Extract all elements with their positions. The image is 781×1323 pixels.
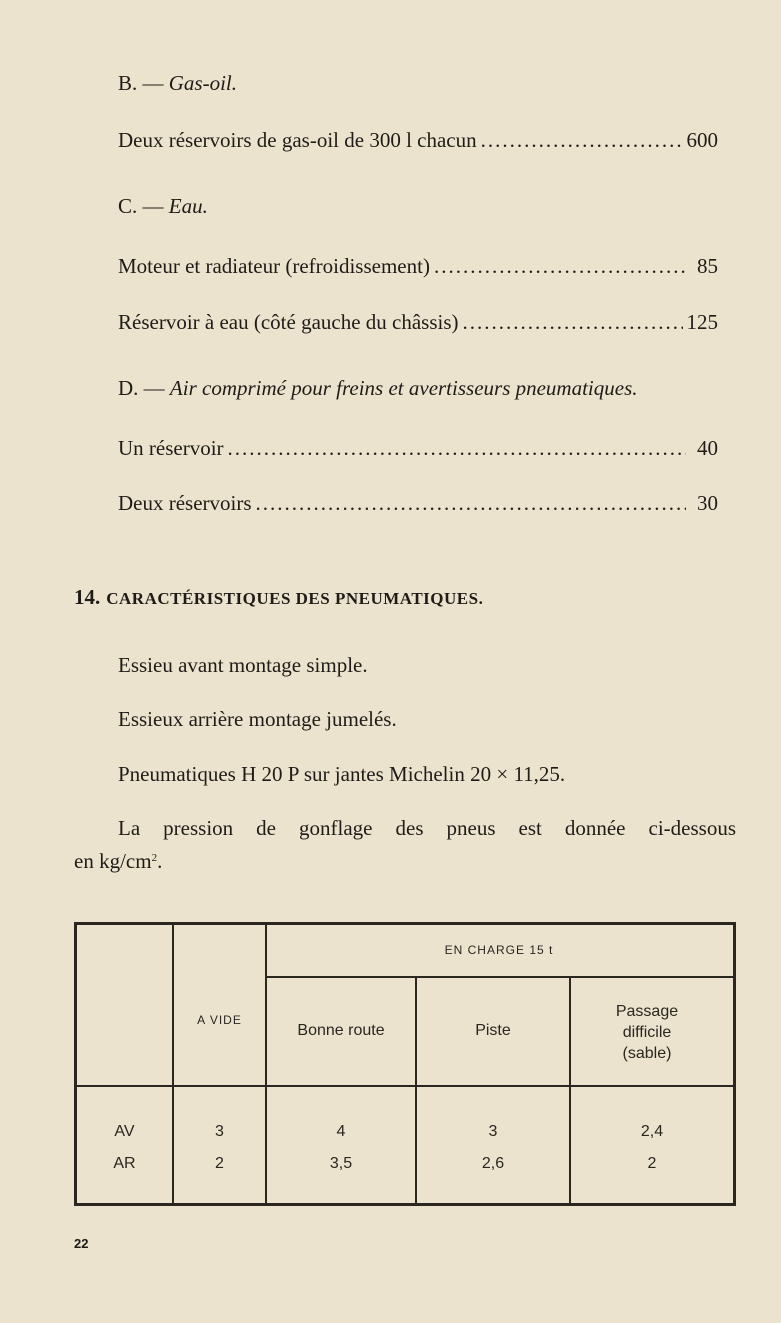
section-d-heading [118, 375, 638, 401]
capacity-entry [118, 310, 718, 336]
capacity-entry [118, 128, 718, 154]
capacity-entry [118, 436, 718, 462]
section-title: CARACTÉRISTIQUES DES PNEUMATIQUES. [106, 589, 484, 608]
leader-dots [228, 436, 686, 461]
pressure-unit-text: en kg/cm [74, 849, 152, 873]
capacity-entry [118, 491, 718, 517]
header-bonne-route: Bonne route [297, 1022, 385, 1039]
entry-value: 125 [686, 310, 718, 334]
section-d-title: Air comprimé pour freins et avertisseurs pneumatiques. [169, 376, 638, 400]
cell-value: 3 [215, 1123, 224, 1140]
entry-label: Réservoir à eau (côté gauche du châssis) [118, 310, 459, 334]
section-c-letter: C. — [118, 194, 169, 218]
pressure-paragraph [74, 813, 736, 876]
cell-value: 2 [647, 1155, 657, 1172]
header-passage-difficile: Passage difficile (sable) [615, 1003, 679, 1062]
row-label-ar: AR [113, 1155, 136, 1172]
cell-value: 3,5 [329, 1155, 353, 1172]
section-c-heading [118, 193, 208, 219]
entry-label: Un réservoir [118, 436, 224, 460]
tire-info-line: Essieu avant montage simple. [118, 653, 368, 677]
entry-value: 40 [697, 436, 718, 460]
entry-value: 600 [686, 128, 718, 152]
section-number: 14. [74, 585, 101, 609]
header-en-charge: EN CHARGE 15 t [444, 943, 554, 957]
section-14-heading [74, 585, 483, 610]
section-d-letter: D. — [118, 376, 170, 400]
pressure-line-1: La pression de gonflage des pneus est donnée ci-dessous [118, 816, 736, 840]
cell-value: 4 [336, 1123, 346, 1140]
capacity-entry [118, 254, 718, 280]
cell-value: 3 [488, 1123, 498, 1140]
header-divider [265, 976, 733, 978]
cell-value: 2,4 [640, 1123, 664, 1140]
tire-pressure-table [74, 922, 736, 1206]
header-a-vide: A VIDE [197, 1013, 242, 1027]
row-label-av: AV [114, 1123, 135, 1140]
section-b-heading [118, 70, 237, 96]
entry-label: Deux réservoirs [118, 491, 252, 515]
entry-value: 85 [697, 254, 718, 278]
pressure-line-end: . [157, 849, 163, 873]
leader-dots [256, 491, 686, 516]
pressure-line-2 [74, 849, 162, 873]
unit-exponent: 2 [151, 852, 158, 864]
header-piste: Piste [475, 1022, 511, 1039]
page-number: 22 [74, 1236, 89, 1251]
section-b-letter: B. — [118, 71, 169, 95]
cell-value: 2,6 [481, 1155, 505, 1172]
leader-dots [434, 254, 686, 279]
entry-label: Deux réservoirs de gas-oil de 300 l chacun [118, 128, 477, 152]
leader-dots [463, 310, 683, 335]
entry-label: Moteur et radiateur (refroidissement) [118, 254, 430, 278]
tire-info-line: Essieux arrière montage jumelés. [118, 707, 397, 731]
section-b-title: Gas-oil. [168, 71, 238, 95]
section-c-title: Eau. [168, 194, 208, 218]
leader-dots [481, 128, 683, 153]
entry-value: 30 [697, 491, 718, 515]
cell-value: 2 [215, 1155, 224, 1172]
header-bottom-rule [77, 1085, 733, 1087]
tire-info-line: Pneumatiques H 20 P sur jantes Michelin 20 × 11,25. [118, 762, 566, 786]
